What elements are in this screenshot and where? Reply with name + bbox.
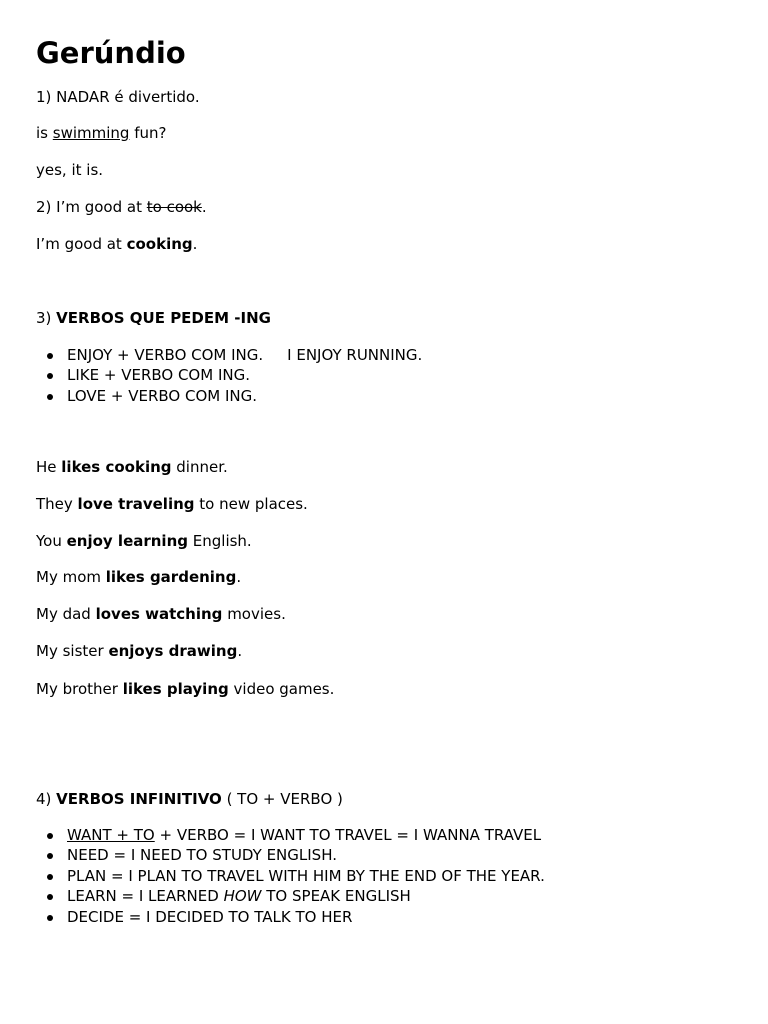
italic-text: HOW bbox=[223, 887, 262, 906]
list-item bbox=[36, 825, 545, 845]
question-prefix: is bbox=[36, 124, 53, 142]
list-item bbox=[36, 365, 422, 385]
list-item-text: LIKE + VERBO COM ING. bbox=[67, 366, 250, 385]
bold-text: love traveling bbox=[77, 495, 195, 513]
example-sentence bbox=[36, 531, 252, 551]
sentence-suffix: . bbox=[237, 642, 243, 660]
bold-text: enjoys drawing bbox=[108, 642, 238, 660]
sentence-suffix: video games. bbox=[228, 680, 335, 698]
line-prefix: 2) I’m good at bbox=[36, 198, 147, 216]
example-sentence bbox=[36, 494, 308, 514]
sentence-suffix: dinner. bbox=[171, 458, 228, 476]
list-item-text: NEED = I NEED TO STUDY ENGLISH. bbox=[67, 846, 337, 865]
section-1-answer: yes, it is. bbox=[36, 161, 104, 179]
section-number: 4) bbox=[36, 790, 57, 808]
list-item bbox=[36, 886, 545, 906]
example-sentence bbox=[36, 641, 242, 661]
bold-text: likes cooking bbox=[61, 458, 172, 476]
sentence-prefix: You bbox=[36, 532, 67, 550]
sentence-prefix: My brother bbox=[36, 680, 123, 698]
list-item-text: + VERBO = I WANT TO TRAVEL = I WANNA TRAVEL bbox=[154, 826, 542, 844]
question-suffix: fun? bbox=[129, 124, 167, 142]
page-title: Gerúndio bbox=[36, 36, 186, 70]
bullet-icon bbox=[47, 874, 53, 880]
underlined-text: WANT + TO bbox=[67, 826, 155, 844]
section-1-question bbox=[36, 123, 166, 143]
bullet-icon bbox=[47, 373, 53, 379]
bullet-icon bbox=[47, 894, 53, 900]
list-item bbox=[36, 845, 545, 865]
section-2-line-1 bbox=[36, 197, 207, 217]
sentence-prefix: My sister bbox=[36, 642, 109, 660]
sentence-suffix: to new places. bbox=[194, 495, 308, 513]
list-item-text-suffix: TO SPEAK ENGLISH bbox=[261, 887, 411, 906]
section-3-bullet-list bbox=[36, 345, 422, 406]
sentence-prefix: He bbox=[36, 458, 62, 476]
list-item-text: ENJOY + VERBO COM ING. bbox=[67, 346, 264, 364]
question-underlined-word: swimming bbox=[52, 124, 130, 142]
bold-text: cooking bbox=[126, 235, 193, 253]
sentence-prefix: My dad bbox=[36, 605, 96, 623]
section-number: 3) bbox=[36, 309, 57, 327]
bullet-icon bbox=[47, 394, 53, 400]
sentence-suffix: movies. bbox=[222, 605, 286, 623]
section-4-bullet-list bbox=[36, 825, 545, 927]
list-item-text: LEARN = I LEARNED bbox=[67, 887, 224, 906]
list-item-example: I ENJOY RUNNING. bbox=[287, 346, 423, 364]
list-item bbox=[36, 386, 422, 406]
list-item bbox=[36, 345, 422, 365]
section-1-intro: 1) NADAR é divertido. bbox=[36, 88, 200, 106]
section-4-heading bbox=[36, 789, 343, 809]
example-sentence bbox=[36, 604, 286, 624]
example-sentence bbox=[36, 679, 334, 699]
list-item-text: PLAN = I PLAN TO TRAVEL WITH HIM BY THE END OF THE YEAR. bbox=[67, 866, 545, 885]
bold-text: enjoy learning bbox=[66, 532, 188, 550]
list-item bbox=[36, 866, 545, 886]
sentence-suffix: . bbox=[236, 568, 242, 586]
bold-text: loves watching bbox=[95, 605, 223, 623]
bullet-icon bbox=[47, 853, 53, 859]
example-sentence bbox=[36, 567, 241, 587]
section-heading-text: VERBOS INFINITIVO bbox=[56, 790, 222, 808]
example-sentence bbox=[36, 457, 228, 477]
line-suffix: . bbox=[192, 235, 198, 253]
section-3-heading bbox=[36, 308, 271, 328]
list-item-text: LOVE + VERBO COM ING. bbox=[67, 386, 257, 405]
sentence-suffix: English. bbox=[188, 532, 252, 550]
line-prefix: I’m good at bbox=[36, 235, 127, 253]
line-suffix: . bbox=[201, 198, 207, 216]
section-2-line-2 bbox=[36, 234, 197, 254]
bullet-icon bbox=[47, 915, 53, 921]
bold-text: likes playing bbox=[122, 680, 229, 698]
strikethrough-text: to cook bbox=[146, 198, 202, 216]
bold-text: likes gardening bbox=[105, 568, 237, 586]
sentence-prefix: They bbox=[36, 495, 78, 513]
bullet-icon bbox=[47, 353, 53, 359]
section-heading-suffix: ( TO + VERBO ) bbox=[221, 790, 343, 808]
bullet-icon bbox=[47, 833, 53, 839]
list-item bbox=[36, 907, 545, 927]
section-heading-text: VERBOS QUE PEDEM -ING bbox=[56, 309, 271, 327]
sentence-prefix: My mom bbox=[36, 568, 106, 586]
list-item-text: DECIDE = I DECIDED TO TALK TO HER bbox=[67, 907, 353, 926]
